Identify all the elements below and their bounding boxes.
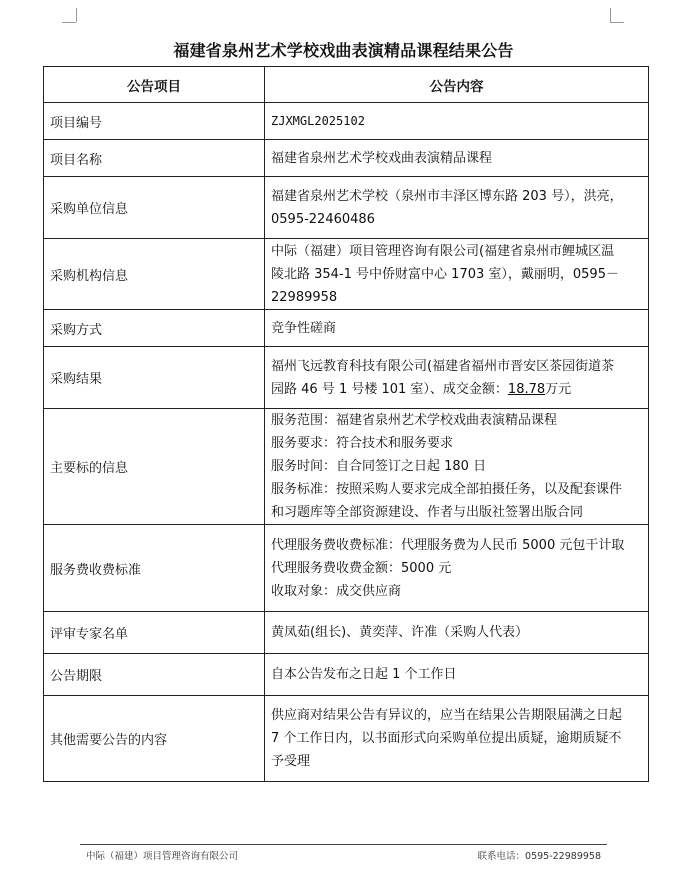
value-line: 中际（福建）项目管理咨询有限公司(福建省泉州市鲤城区温 — [271, 243, 615, 259]
value-line — [271, 378, 642, 401]
table-row — [44, 239, 649, 310]
value-line: 收取对象：成交供应商 — [271, 583, 402, 599]
row-label: 服务费收费标准 — [44, 525, 265, 612]
table-row — [44, 525, 649, 612]
value-line: 服务要求：符合技术和服务要求 — [271, 436, 454, 451]
row-label: 采购机构信息 — [44, 239, 265, 310]
page-title: 福建省泉州艺术学校戏曲表演精品课程结果公告 — [173, 41, 514, 60]
page-footer — [80, 844, 607, 862]
row-value — [265, 239, 649, 310]
value-line: 福州飞远教育科技有限公司(福建省福州市晋安区茶园街道茶 — [271, 358, 615, 374]
value-line: 和习题库等全部资源建设、作者与出版社签署出版合同 — [271, 505, 584, 520]
row-label: 项目名称 — [44, 140, 265, 177]
announcement-table — [43, 66, 649, 782]
row-value — [265, 696, 649, 782]
row-label: 采购单位信息 — [44, 177, 265, 239]
row-label: 主要标的信息 — [44, 409, 265, 525]
row-value: 自本公告发布之日起 1 个工作日 — [265, 654, 649, 696]
row-value: ZJXMGL2025102 — [265, 103, 649, 140]
footer-company: 中际（福建）项目管理咨询有限公司 — [86, 851, 239, 862]
value-line: 22989958 — [271, 289, 338, 305]
value-line: 代理服务费收费金额：5000 元 — [271, 560, 452, 576]
footer-phone: 联系电话：0595-22989958 — [477, 851, 601, 862]
row-label: 项目编号 — [44, 103, 265, 140]
row-value — [265, 525, 649, 612]
value-line: 陵北路 354-1 号中侨财富中心 1703 室），戴丽明，0595－ — [271, 266, 619, 282]
value-line: 服务时间：自合同签订之日起 180 日 — [271, 459, 487, 474]
row-label: 采购结果 — [44, 347, 265, 409]
amount-unit: 万元 — [545, 381, 572, 397]
row-value: 福建省泉州艺术学校戏曲表演精品课程 — [265, 140, 649, 177]
value-line: 服务标准：按照采购人要求完成全部拍摄任务，以及配套课件 — [271, 482, 623, 497]
row-label: 公告期限 — [44, 654, 265, 696]
table-row — [44, 103, 649, 140]
header-item: 公告项目 — [44, 67, 265, 103]
value-line: 7 个工作日内，以书面形式向采购单位提出质疑，逾期质疑不 — [271, 731, 622, 746]
result-text: 园路 46 号 1 号楼 101 室）、成交金额： — [271, 381, 508, 397]
table-row — [44, 409, 649, 525]
table-row — [44, 177, 649, 239]
value-line: 予受理 — [271, 754, 311, 769]
table-row — [44, 696, 649, 782]
row-label: 采购方式 — [44, 310, 265, 347]
row-label: 评审专家名单 — [44, 612, 265, 654]
row-value: 竞争性磋商 — [265, 310, 649, 347]
value-line: 服务范围：福建省泉州艺术学校戏曲表演精品课程 — [271, 413, 558, 428]
table-row — [44, 140, 649, 177]
table-row — [44, 654, 649, 696]
deal-amount: 18.78 — [507, 381, 546, 397]
value-line: 供应商对结果公告有异议的，应当在结果公告期限届满之日起 — [271, 708, 623, 723]
value-line: 福建省泉州艺术学校（泉州市丰泽区博东路 203 号），洪亮， — [271, 188, 623, 204]
table-row — [44, 612, 649, 654]
table-row — [44, 310, 649, 347]
header-content: 公告内容 — [265, 67, 649, 103]
table-row — [44, 347, 649, 409]
value-line: 0595-22460486 — [271, 211, 375, 227]
row-value: 黄凤茹(组长)、黄奕萍、许准（采购人代表） — [265, 612, 649, 654]
table-header-row — [44, 67, 649, 103]
row-label: 其他需要公告的内容 — [44, 696, 265, 782]
row-value — [265, 409, 649, 525]
row-value — [265, 347, 649, 409]
row-value — [265, 177, 649, 239]
value-line: 代理服务费收费标准：代理服务费为人民币 5000 元包干计取 — [271, 537, 625, 553]
